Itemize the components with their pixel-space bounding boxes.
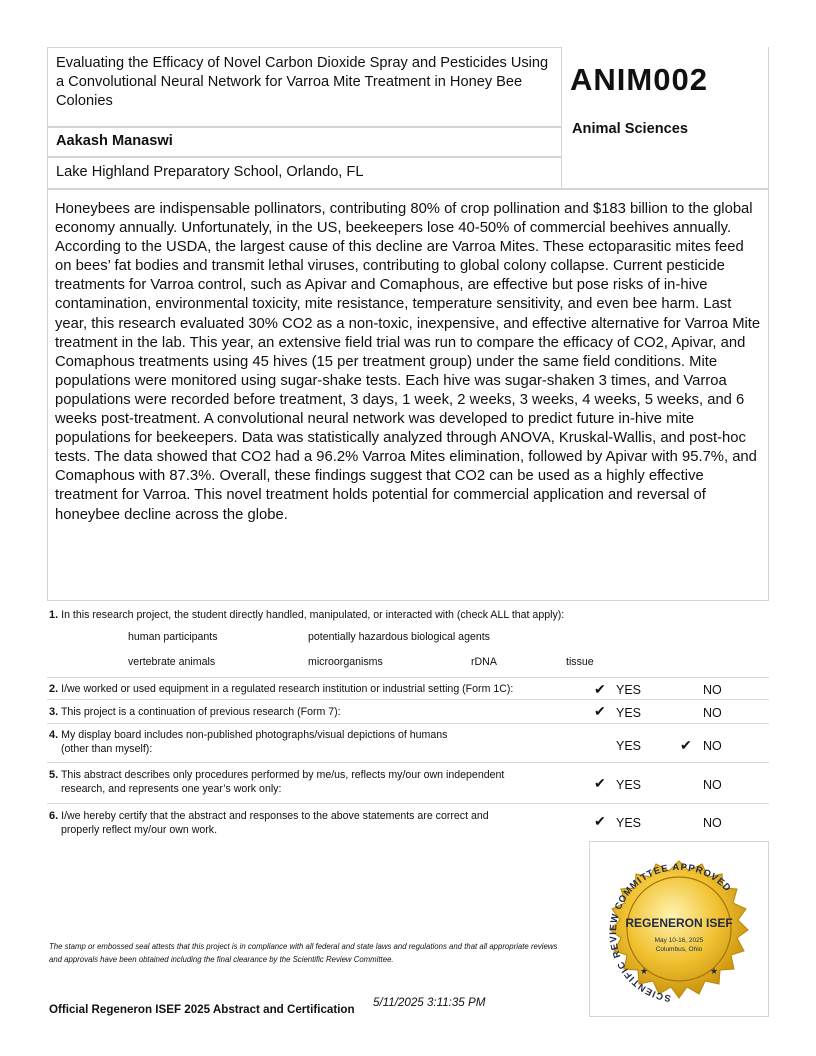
yes-check-mark: ✔ (594, 775, 606, 791)
project-title (47, 47, 562, 127)
question-2 (49, 683, 513, 697)
divider (47, 677, 769, 678)
author-name: Aakash Manaswi (47, 127, 562, 157)
question-6 (49, 810, 489, 837)
q2-yes-option[interactable]: YES (616, 683, 642, 697)
divider (47, 699, 769, 700)
q3-yes-option[interactable]: YES (616, 706, 642, 720)
question-number: 3. (49, 706, 59, 718)
project-code: ANIM002 (570, 62, 708, 97)
approval-seal-icon (590, 842, 768, 1016)
question-3 (49, 706, 341, 720)
yes-check-mark: ✔ (594, 813, 606, 829)
seal-star-icon: ★ (640, 966, 649, 976)
seal-dates: May 10-16, 2025 (654, 937, 704, 944)
question-text: This project is a continuation of previous research (Form 7): (60, 706, 341, 718)
q3-no-option[interactable]: NO (703, 706, 722, 720)
no-check-mark: ✔ (680, 737, 692, 753)
q5-no-option[interactable]: NO (703, 778, 722, 792)
option-rdna[interactable]: rDNA (471, 656, 497, 668)
question-number: 2. (49, 683, 59, 695)
option-hazardous-agents[interactable]: potentially hazardous biological agents (308, 631, 490, 643)
seal-star-icon: ★ (710, 966, 719, 976)
option-human-participants[interactable]: human participants (128, 631, 218, 643)
q4-no-option[interactable]: NO (703, 739, 722, 753)
option-microorganisms[interactable]: microorganisms (308, 656, 383, 668)
yes-check-mark: ✔ (594, 703, 606, 719)
q2-no-option[interactable]: NO (703, 683, 722, 697)
project-title-text: Evaluating the Efficacy of Novel Carbon Dioxide Spray and Pesticides Using a Convolutional Neural Network for Varroa Mite Treatment in Honey Bee Colonies (56, 55, 549, 109)
footer-title: Official Regeneron ISEF 2025 Abstract and Certification (49, 1003, 355, 1016)
question-text: I/we hereby certify that the abstract and responses to the above statements are correct and (61, 810, 489, 822)
question-number: 4. (49, 729, 59, 741)
compliance-footnote: The stamp or embossed seal attests that this project is in compliance with all federal and state laws and regulations and that all appropriate reviews and approvals have been obtained including the final clearance by the Scientific Review Committee. (49, 942, 558, 964)
seal-panel (589, 841, 769, 1017)
seal-brand: REGENERON ISEF (625, 916, 733, 930)
q5-yes-option[interactable]: YES (616, 778, 642, 792)
yes-check-mark: ✔ (594, 681, 606, 697)
question-1 (49, 609, 564, 623)
option-vertebrate-animals[interactable]: vertebrate animals (128, 656, 216, 668)
question-number: 5. (49, 769, 59, 781)
abstract-body: Honeybees are indispensable pollinators, contributing 80% of crop pollination and $183 billion to the global economy annually. Unfortunately, in the US, beekeepers lose 40-50% of commercial beehives annually. According to the USDA, the largest cause of this decline are Varroa Mites. These ectoparasitic mites feed on bees’ fat bodies and transmit lethal viruses, contributing to global colony collapse. Current pesticide treatments for Varroa control, such as Apivar and Comaphous, are effective but pose risks of in-hive contamination, environmental toxicity, mite resistance, temperature sensitivity, and even bee harm. Last year, this research evaluated 30% CO2 as a non-toxic, inexpensive, and effective alternative for Varroa Mite treatment in the lab. This year, an extensive field trial was run to compare the efficacy of CO2, Apivar, and Comaphous treatments using 45 hives (15 per treatment group) under the same field conditions. Mite populations were monitored using sugar-shake tests. Each hive was sugar-shaken 3 times, and Varroa populations were recorded before treatment, 3 days, 1 week, 2 weeks, 3 weeks, 4 weeks, 5 weeks, and 6 weeks post-treatment. A convolutional neural network was developed to predict future in-hive mite populations for beekeepers. Data was statistically analyzed through ANOVA, Kruskal-Wallis, and post-hoc tests. The data showed that CO2 had a 96.2% Varroa Mites elimination, followed by Apivar with 95.7%, and Comaphous with 87.3%. Overall, these findings suggest that CO2 can be used as a highly effective treatment for Varroa. This novel treatment holds potential for commercial application and reversal of honeybee decline across the globe. (47, 189, 769, 601)
question-5 (49, 769, 504, 796)
question-text-cont: (other than myself): (61, 742, 153, 755)
question-number: 1. (49, 609, 59, 621)
q4-yes-option[interactable]: YES (616, 739, 642, 753)
question-text: In this research project, the student directly handled, manipulated, or interacted with (check ALL that apply): (61, 609, 565, 621)
divider (47, 762, 769, 763)
q6-yes-option[interactable]: YES (616, 816, 642, 830)
question-4 (49, 729, 447, 756)
question-text-cont: properly reflect my/our own work. (61, 823, 218, 836)
question-text-cont: research, and represents one year’s work only: (61, 782, 282, 795)
question-text: I/we worked or used equipment in a regulated research institution or industrial setting (Form 1C): (61, 683, 514, 695)
timestamp: 5/11/2025 3:11:35 PM (373, 996, 486, 1009)
question-text: My display board includes non-published photographs/visual depictions of humans (61, 729, 448, 741)
seal-ring-text: SCIENTIFIC REVIEW COMMITTEE APPROVED (607, 861, 734, 1004)
divider (47, 723, 769, 724)
divider (47, 803, 769, 804)
seal-location: Columbus, Ohio (655, 946, 703, 953)
option-tissue[interactable]: tissue (566, 656, 594, 668)
question-number: 6. (49, 810, 59, 822)
school-name: Lake Highland Preparatory School, Orlando, FL (47, 157, 562, 189)
category-label: Animal Sciences (572, 121, 688, 137)
question-text: This abstract describes only procedures performed by me/us, reflects my/our own independent (60, 769, 505, 781)
q6-no-option[interactable]: NO (703, 816, 722, 830)
